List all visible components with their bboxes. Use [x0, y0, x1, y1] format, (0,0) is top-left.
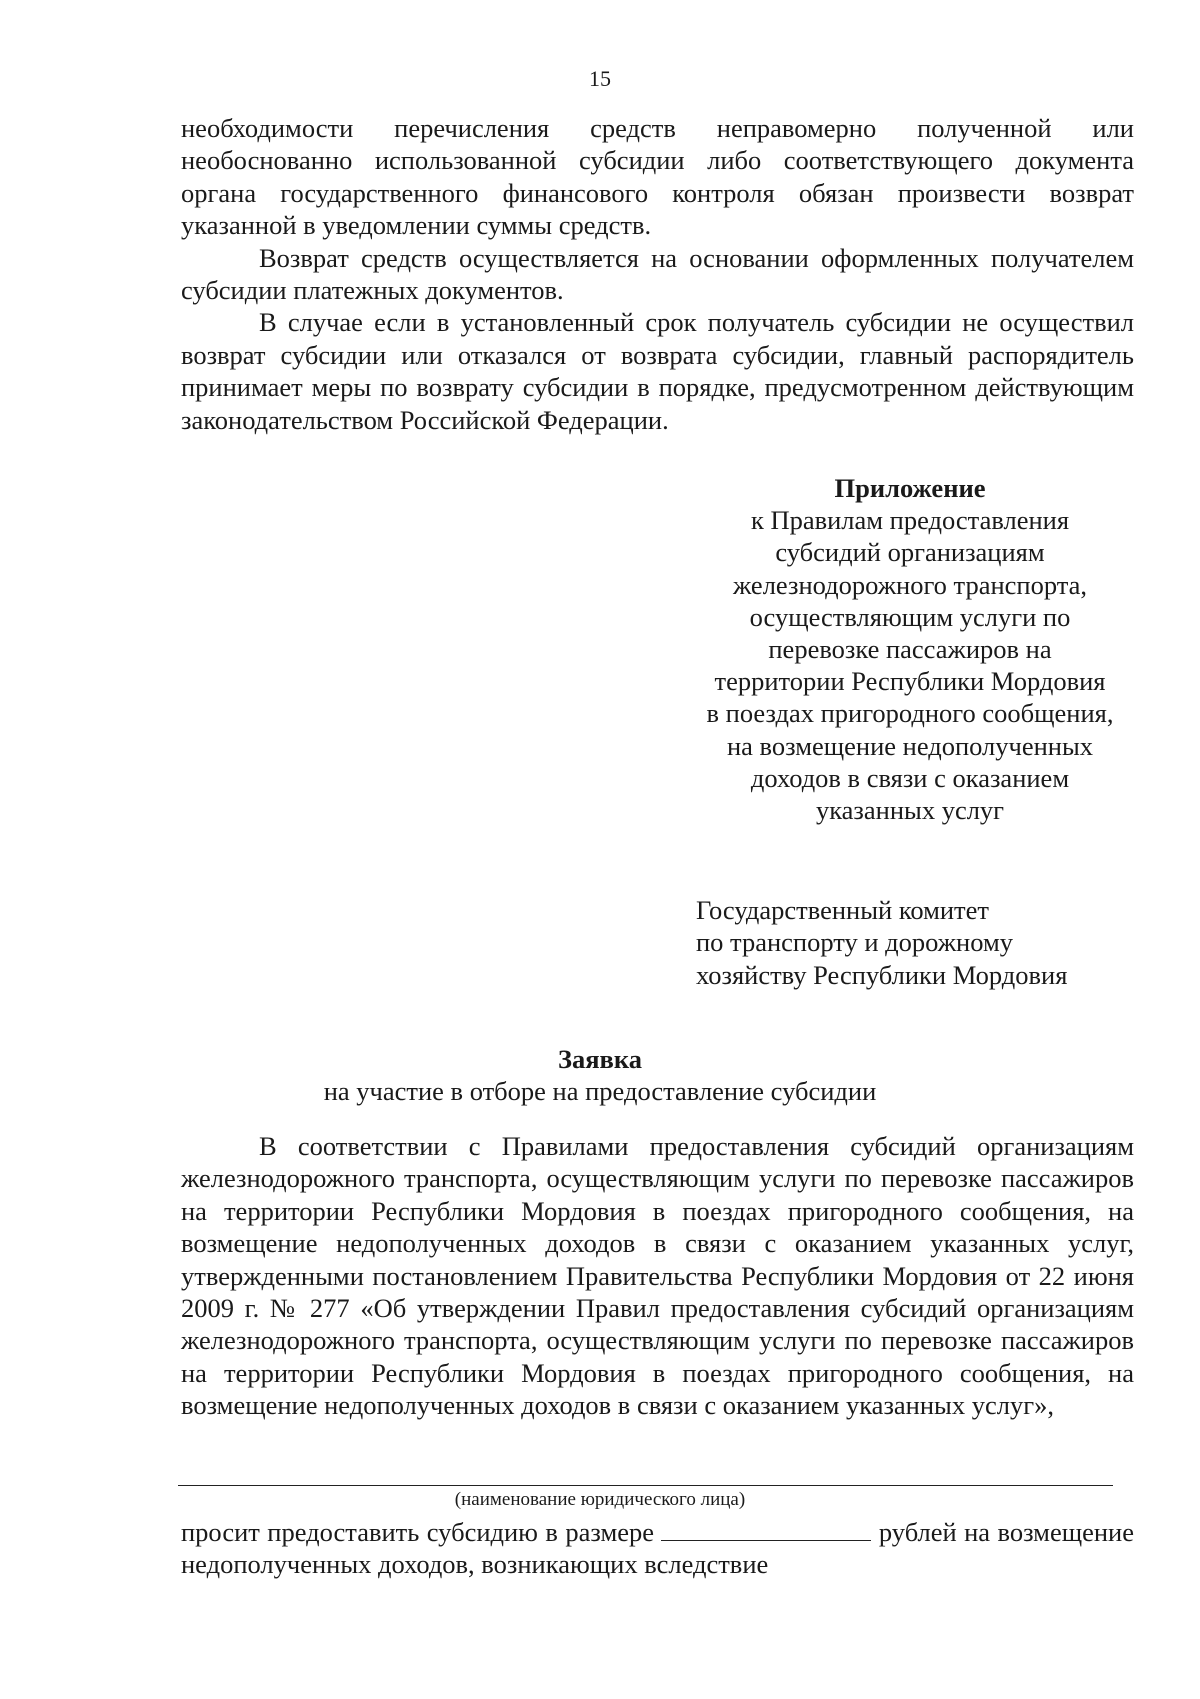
- addressee-line: по транспорту и дорожному: [696, 927, 1013, 958]
- application-heading: [0, 1043, 1200, 1108]
- request-text-before-amount: просит предоставить субсидию в размере: [181, 1517, 655, 1547]
- amount-blank-field: [661, 1522, 871, 1541]
- appendix-line: железнодорожного транспорта,: [732, 569, 1088, 600]
- appendix-line: на возмещение недополученных: [726, 730, 1094, 761]
- request-text-after-amount: рублей на возмещение недополученных доходов, возникающих вследствие: [181, 1517, 1134, 1580]
- appendix-header: [690, 472, 1130, 826]
- application-subtitle: на участие в отборе на предоставление субсидии: [323, 1076, 877, 1107]
- appendix-title: Приложение: [834, 473, 986, 503]
- legal-entity-name-line: [178, 1485, 1113, 1486]
- appendix-line: субсидий организациям: [775, 537, 1045, 568]
- appendix-line: указанных услуг: [815, 795, 1005, 826]
- top-text-block: [181, 112, 1134, 436]
- paragraph-continuation: необходимости перечисления средств неправомерно полученной или необоснованно использованной субсидии либо соответствующего документа органа государственного финансового контроля обязан произвести возврат указанной в уведомлении суммы средств.: [181, 113, 1134, 241]
- appendix-line: осуществляющим услуги по: [749, 601, 1071, 632]
- request-paragraph: [181, 1516, 1134, 1581]
- application-main-paragraph: В соответствии с Правилами предоставления субсидий организациям железнодорожного транспорта, осуществляющим услуги по перевозке пассажиров на территории Республики Мордовия в поездах пригородного сообщения, на возмещение недополученных доходов в связи с оказанием указанных услуг, утвержденными постановлением Правительства Республики Мордовия от 22 июня 2009 г. № 277 «Об утверждении Правил предоставления субсидий организациям железнодорожного транспорта, осуществляющим услуги по перевозке пассажиров на территории Республики Мордовия в поездах пригородного сообщения, на возмещение недополученных доходов в связи с оказанием указанных услуг»,: [181, 1131, 1134, 1421]
- application-title: Заявка: [557, 1044, 642, 1074]
- appendix-line: перевозке пассажиров на: [768, 634, 1052, 665]
- request-text-block: [181, 1516, 1134, 1581]
- legal-entity-name-caption: (наименование юридического лица): [454, 1489, 746, 1510]
- addressee-line: Государственный комитет: [696, 895, 989, 925]
- page-number: 15: [589, 66, 611, 91]
- paragraph-return-basis: Возврат средств осуществляется на основании оформленных получателем субсидии платежных документов.: [181, 242, 1134, 306]
- appendix-line: к Правилам предоставления: [750, 505, 1070, 536]
- application-text-block: [181, 1130, 1134, 1422]
- appendix-line: в поездах пригородного сообщения,: [706, 698, 1114, 729]
- addressee-block: [696, 894, 1067, 991]
- appendix-line: территории Республики Мордовия: [714, 666, 1106, 697]
- paragraph-return-failure: В случае если в установленный срок получатель субсидии не осуществил возврат субсидии или отказался от возврата субсидии, главный распорядитель принимает меры по возврату субсидии в порядке, предусмотренном действующим законодательством Российской Федерации.: [181, 307, 1134, 435]
- addressee-line: хозяйству Республики Мордовия: [696, 959, 1068, 990]
- appendix-line: доходов в связи с оказанием: [750, 762, 1070, 793]
